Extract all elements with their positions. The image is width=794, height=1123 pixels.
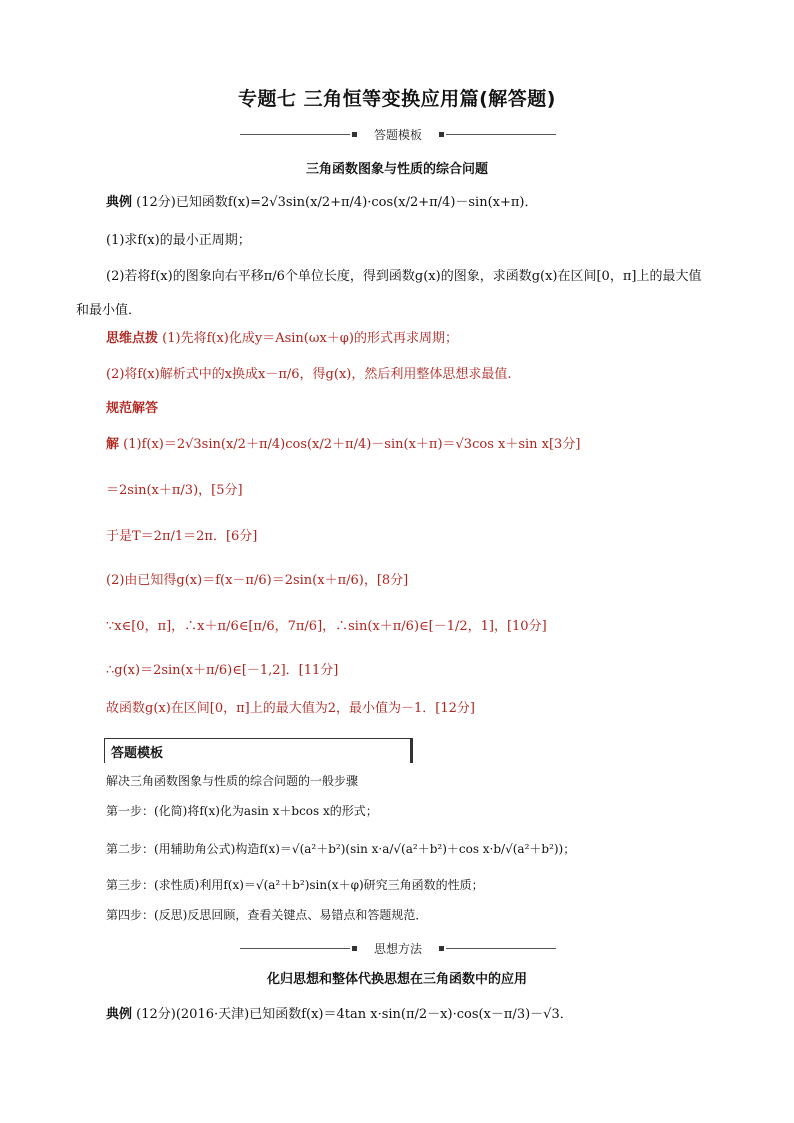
solution-line-2: ＝2sin(x＋π/3)，[5分] [106,483,243,498]
solution-line-3: 于是T＝2π/1＝2π．[6分] [106,529,258,544]
example-2 [106,1006,573,1024]
thinking-text-1: (1)先将f(x)化成y＝Asin(ωx＋φ)的形式再求周期； [162,331,458,346]
solution-line-7: 故函数g(x)在区间[0，π]上的最大值为2，最小值为－1．[12分] [106,701,475,716]
template-intro: 解决三角函数图象与性质的综合问题的一般步骤 [106,774,359,788]
template-step-3: 第三步：(求性质)利用f(x)＝√(a²＋b²)sin(x＋φ)研究三角函数的性质； [106,878,484,892]
template-box-header [104,738,413,763]
solve-label: 解 [106,437,120,452]
solution-line-5: ∵x∈[0，π]，∴x＋π/6∈[π/6，7π/6]，∴sin(x＋π/6)∈[－1/2，1]，[10分] [106,619,547,634]
solution-line-1 [106,436,580,454]
example-1 [106,194,538,212]
question-2-line-2: 和最小值． [76,303,142,318]
example-label: 典例 [106,195,133,210]
thinking-text-2: (2)将f(x)解析式中的x换成x－π/6，得g(x)，然后利用整体思想求最值. [106,367,512,382]
solution-line-6: ∴g(x)＝2sin(x＋π/6)∈[－1,2]．[11分] [106,663,339,678]
thinking-hint-1 [106,330,458,348]
solution-label: 规范解答 [106,401,159,416]
example-statement: (12分)已知函数f(x)=2√3sin(x/2+π/4)·cos(x/2+π/4)－sin(x+π)． [136,195,538,210]
page-title: 专题七 三角恒等变换应用篇(解答题) [238,88,556,110]
template-step-1: 第一步：(化简)将f(x)化为asin x＋bcos x的形式； [106,804,378,818]
solution-text-1: (1)f(x)＝2√3sin(x/2＋π/4)cos(x/2＋π/4)－sin(x＋π)＝√3cos x＋sin x[3分] [123,437,581,452]
divider-label: 答题模板 [373,128,422,142]
example-statement: (12分)(2016·天津)已知函数f(x)＝4tan x·sin(π/2－x)·cos(x－π/3)－√3． [136,1007,573,1022]
thinking-label: 思维点拨 [106,331,159,346]
example-label: 典例 [106,1007,133,1022]
question-2-line-1: (2)若将f(x)的图象向右平移π/6个单位长度，得到函数g(x)的图象，求函数g(x)在区间[0，π]上的最大值 [106,269,702,284]
template-step-4: 第四步：(反思)反思回顾，查看关键点、易错点和答题规范． [106,908,428,922]
section-subtitle: 三角函数图象与性质的综合问题 [305,162,488,177]
solution-line-4: (2)由已知得g(x)＝f(x－π/6)＝2sin(x＋π/6)，[8分] [106,573,409,588]
section-subtitle: 化归思想和整体代换思想在三角函数中的应用 [266,972,527,987]
template-box-title: 答题模板 [111,746,164,761]
section-divider-template [240,124,556,146]
template-step-2: 第二步：(用辅助角公式)构造f(x)＝√(a²＋b²)(sin x·a/√(a²＋b²)＋cos x·b/√(a²＋b²))； [106,842,576,856]
divider-label: 思想方法 [373,942,422,956]
question-1: (1)求f(x)的最小正周期； [106,233,251,248]
section-divider-method [240,938,556,960]
